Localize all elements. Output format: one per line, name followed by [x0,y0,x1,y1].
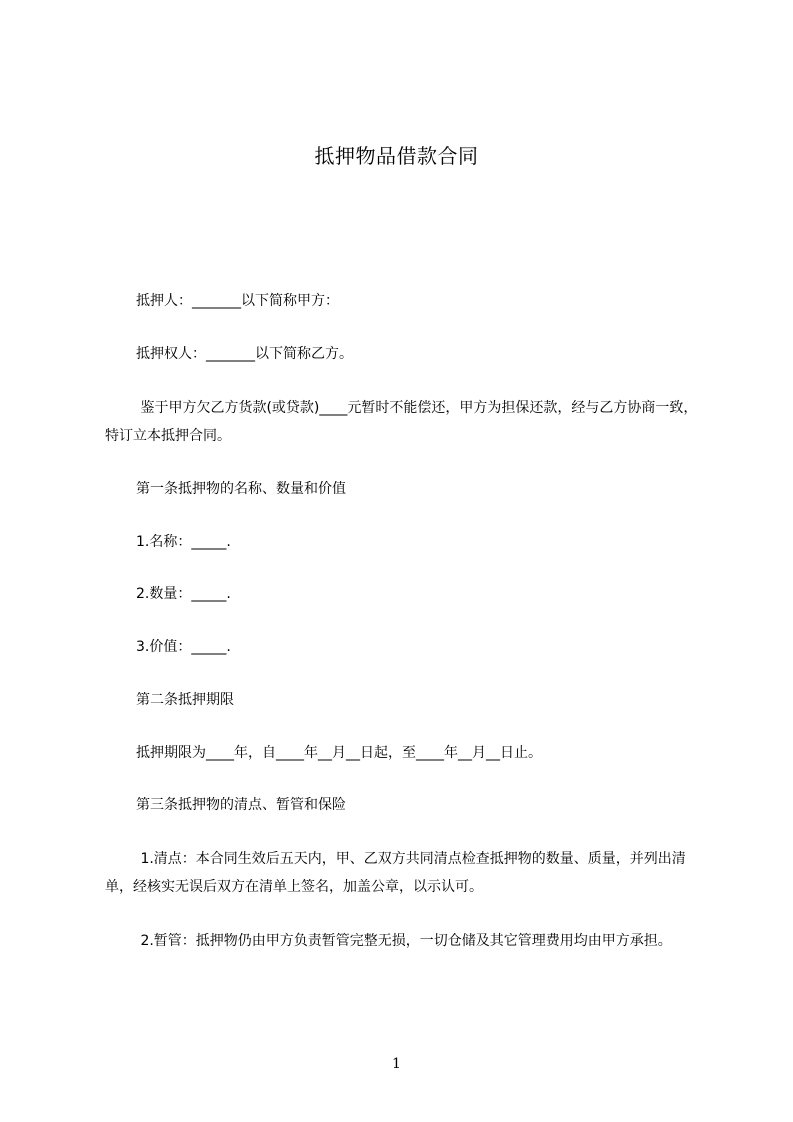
paragraph-term: 抵押期限为____年，自____年__月__日起，至____年__月__日止。 [136,745,542,761]
document-title: 抵押物品借款合同 [314,144,479,168]
paragraph-item-quantity: 2.数量：_____. [136,586,231,602]
page-number: 1 [392,1056,401,1072]
paragraph-item-value: 3.价值：_____. [136,639,231,655]
paragraph-custody: 2.暂管：抵押物仍由甲方负责暂管完整无损，一切仓储及其它管理费用均由甲方承担。 [136,933,672,949]
heading-article-2: 第二条抵押期限 [136,692,234,708]
heading-article-3: 第三条抵押物的清点、暂管和保险 [136,797,346,813]
heading-article-1: 第一条抵押物的名称、数量和价值 [136,481,346,497]
paragraph-preamble: 鉴于甲方欠乙方货款(或贷款)____元暂时不能偿还，甲方为担保还款，经与乙方协商一致，特订立本抵押合同。 [105,400,698,444]
paragraph-mortgagee: 抵押权人：_______以下简称乙方。 [136,346,353,362]
paragraph-mortgagor: 抵押人：_______以下简称甲方： [136,293,339,309]
paragraph-item-name: 1.名称：_____. [136,534,231,550]
paragraph-inventory: 1.清点：本合同生效后五天内，甲、乙双方共同清点检查抵押物的数量、质量，并列出清单，经核实无误后双方在清单上签名，加盖公章，以示认可。 [105,851,686,895]
